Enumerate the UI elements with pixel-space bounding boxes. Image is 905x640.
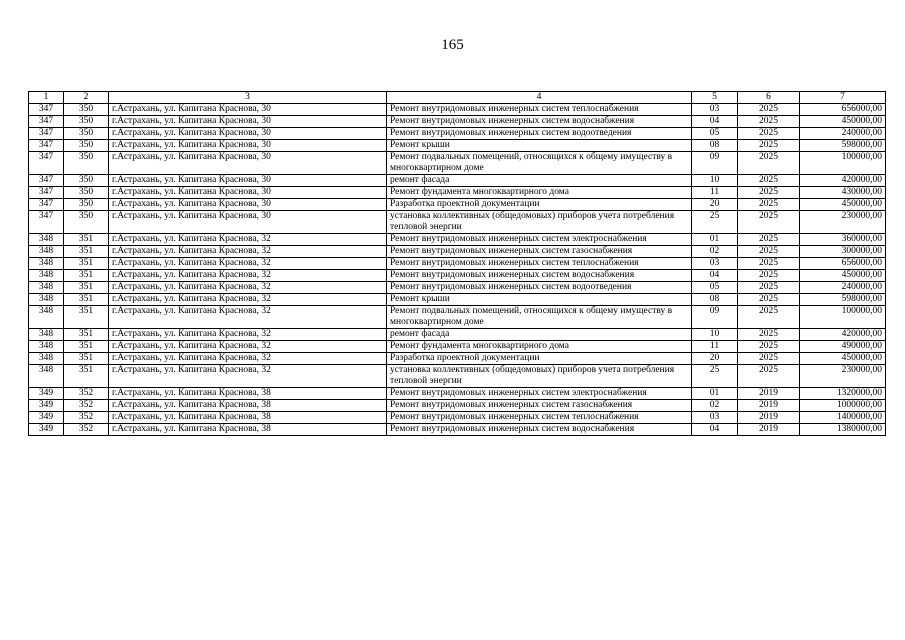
program-number-cell: 351 [64,341,109,353]
program-number-cell: 352 [64,412,109,424]
table-row [29,116,886,128]
repair-schedule-table [28,91,886,436]
column-header: 1 [29,92,64,104]
work-code-cell: 03 [692,104,738,116]
row-number-cell: 348 [29,234,64,246]
work-code-cell: 01 [692,234,738,246]
work-type-cell: Ремонт внутридомовых инженерных систем водоотведения [387,128,692,140]
year-cell: 2025 [738,258,800,270]
address-cell: г.Астрахань, ул. Капитана Краснова, 30 [109,211,387,234]
address-cell: г.Астрахань, ул. Капитана Краснова, 32 [109,258,387,270]
address-cell: г.Астрахань, ул. Капитана Краснова, 30 [109,128,387,140]
column-header: 4 [387,92,692,104]
work-type-cell: Разработка проектной документации [387,199,692,211]
table-row [29,140,886,152]
cost-cell: 1000000,00 [800,400,886,412]
program-number-cell: 351 [64,353,109,365]
program-number-cell: 351 [64,246,109,258]
work-type-cell: Ремонт внутридомовых инженерных систем водоснабжения [387,424,692,436]
work-code-cell: 03 [692,412,738,424]
year-cell: 2025 [738,116,800,128]
year-cell: 2025 [738,104,800,116]
address-cell: г.Астрахань, ул. Капитана Краснова, 30 [109,116,387,128]
program-number-cell: 351 [64,234,109,246]
address-cell: г.Астрахань, ул. Капитана Краснова, 38 [109,412,387,424]
work-code-cell: 10 [692,175,738,187]
row-number-cell: 348 [29,341,64,353]
table-row [29,341,886,353]
row-number-cell: 349 [29,424,64,436]
program-number-cell: 352 [64,388,109,400]
table-row [29,365,886,388]
program-number-cell: 351 [64,329,109,341]
row-number-cell: 348 [29,365,64,388]
work-type-cell: Ремонт крыши [387,294,692,306]
program-number-cell: 352 [64,424,109,436]
year-cell: 2025 [738,175,800,187]
work-type-cell: Ремонт внутридомовых инженерных систем электроснабжения [387,234,692,246]
year-cell: 2025 [738,294,800,306]
work-code-cell: 25 [692,211,738,234]
year-cell: 2025 [738,341,800,353]
work-type-cell: установка коллективных (общедомовых) приборов учета потребления тепловой энергии [387,365,692,388]
work-type-cell: Ремонт подвальных помещений, относящихся к общему имуществу в многоквартирном доме [387,306,692,329]
work-type-cell: Ремонт внутридомовых инженерных систем теплоснабжения [387,104,692,116]
row-number-cell: 348 [29,258,64,270]
program-number-cell: 350 [64,104,109,116]
year-cell: 2025 [738,187,800,199]
work-code-cell: 09 [692,306,738,329]
column-header: 5 [692,92,738,104]
row-number-cell: 348 [29,306,64,329]
page-number: 165 [441,37,464,53]
year-cell: 2019 [738,388,800,400]
table-row [29,306,886,329]
work-type-cell: Ремонт внутридомовых инженерных систем газоснабжения [387,246,692,258]
row-number-cell: 348 [29,353,64,365]
table-row [29,246,886,258]
year-cell: 2019 [738,424,800,436]
address-cell: г.Астрахань, ул. Капитана Краснова, 32 [109,234,387,246]
column-header: 3 [109,92,387,104]
address-cell: г.Астрахань, ул. Капитана Краснова, 38 [109,424,387,436]
address-cell: г.Астрахань, ул. Капитана Краснова, 38 [109,400,387,412]
address-cell: г.Астрахань, ул. Капитана Краснова, 30 [109,199,387,211]
work-type-cell: Ремонт внутридомовых инженерных систем водоснабжения [387,270,692,282]
program-number-cell: 350 [64,187,109,199]
table-row [29,234,886,246]
table-row [29,412,886,424]
program-number-cell: 351 [64,282,109,294]
row-number-cell: 349 [29,388,64,400]
row-number-cell: 347 [29,128,64,140]
address-cell: г.Астрахань, ул. Капитана Краснова, 30 [109,187,387,199]
row-number-cell: 347 [29,116,64,128]
work-code-cell: 08 [692,294,738,306]
cost-cell: 450000,00 [800,270,886,282]
table-row [29,388,886,400]
cost-cell: 1320000,00 [800,388,886,400]
work-code-cell: 01 [692,388,738,400]
cost-cell: 230000,00 [800,211,886,234]
year-cell: 2025 [738,353,800,365]
program-number-cell: 351 [64,365,109,388]
address-cell: г.Астрахань, ул. Капитана Краснова, 32 [109,365,387,388]
address-cell: г.Астрахань, ул. Капитана Краснова, 32 [109,341,387,353]
row-number-cell: 347 [29,211,64,234]
row-number-cell: 348 [29,294,64,306]
cost-cell: 100000,00 [800,306,886,329]
cost-cell: 598000,00 [800,140,886,152]
column-header: 7 [800,92,886,104]
work-code-cell: 08 [692,140,738,152]
work-type-cell: Ремонт внутридомовых инженерных систем электроснабжения [387,388,692,400]
work-code-cell: 20 [692,353,738,365]
work-code-cell: 11 [692,341,738,353]
program-number-cell: 350 [64,199,109,211]
table-row [29,211,886,234]
year-cell: 2019 [738,400,800,412]
cost-cell: 1380000,00 [800,424,886,436]
work-type-cell: Ремонт внутридомовых инженерных систем газоснабжения [387,400,692,412]
program-number-cell: 351 [64,258,109,270]
cost-cell: 430000,00 [800,187,886,199]
table-row [29,353,886,365]
year-cell: 2025 [738,211,800,234]
row-number-cell: 347 [29,199,64,211]
column-header: 2 [64,92,109,104]
address-cell: г.Астрахань, ул. Капитана Краснова, 38 [109,388,387,400]
address-cell: г.Астрахань, ул. Капитана Краснова, 32 [109,329,387,341]
year-cell: 2025 [738,329,800,341]
cost-cell: 1400000,00 [800,412,886,424]
table-body [29,104,886,436]
work-type-cell: ремонт фасада [387,175,692,187]
year-cell: 2025 [738,234,800,246]
cost-cell: 450000,00 [800,353,886,365]
cost-cell: 240000,00 [800,128,886,140]
year-cell: 2025 [738,306,800,329]
address-cell: г.Астрахань, ул. Капитана Краснова, 32 [109,246,387,258]
table-row [29,258,886,270]
work-code-cell: 25 [692,365,738,388]
table-row [29,424,886,436]
work-type-cell: Ремонт фундамента многоквартирного дома [387,187,692,199]
row-number-cell: 348 [29,329,64,341]
row-number-cell: 348 [29,270,64,282]
row-number-cell: 347 [29,140,64,152]
year-cell: 2025 [738,140,800,152]
program-number-cell: 351 [64,270,109,282]
work-code-cell: 09 [692,152,738,175]
row-number-cell: 348 [29,282,64,294]
year-cell: 2019 [738,412,800,424]
work-type-cell: Ремонт крыши [387,140,692,152]
year-cell: 2025 [738,270,800,282]
year-cell: 2025 [738,199,800,211]
row-number-cell: 347 [29,104,64,116]
address-cell: г.Астрахань, ул. Капитана Краснова, 32 [109,294,387,306]
table-row [29,175,886,187]
table-row [29,400,886,412]
cost-cell: 240000,00 [800,282,886,294]
table-row [29,104,886,116]
program-number-cell: 351 [64,294,109,306]
work-type-cell: Ремонт внутридомовых инженерных систем водоотведения [387,282,692,294]
table-row [29,282,886,294]
work-code-cell: 02 [692,400,738,412]
work-code-cell: 04 [692,116,738,128]
row-number-cell: 347 [29,175,64,187]
cost-cell: 230000,00 [800,365,886,388]
cost-cell: 656000,00 [800,104,886,116]
work-type-cell: Ремонт внутридомовых инженерных систем водоснабжения [387,116,692,128]
work-type-cell: установка коллективных (общедомовых) приборов учета потребления тепловой энергии [387,211,692,234]
row-number-cell: 347 [29,152,64,175]
cost-cell: 450000,00 [800,199,886,211]
work-type-cell: Разработка проектной документации [387,353,692,365]
address-cell: г.Астрахань, ул. Капитана Краснова, 32 [109,353,387,365]
work-type-cell: Ремонт внутридомовых инженерных систем теплоснабжения [387,412,692,424]
row-number-cell: 349 [29,400,64,412]
year-cell: 2025 [738,246,800,258]
row-number-cell: 349 [29,412,64,424]
program-number-cell: 350 [64,175,109,187]
cost-cell: 360000,00 [800,234,886,246]
header-row [29,92,886,104]
row-number-cell: 348 [29,246,64,258]
program-number-cell: 350 [64,128,109,140]
table-row [29,329,886,341]
cost-cell: 420000,00 [800,175,886,187]
cost-cell: 598000,00 [800,294,886,306]
work-type-cell: ремонт фасада [387,329,692,341]
program-number-cell: 350 [64,211,109,234]
program-number-cell: 352 [64,400,109,412]
work-code-cell: 10 [692,329,738,341]
work-code-cell: 04 [692,270,738,282]
address-cell: г.Астрахань, ул. Капитана Краснова, 30 [109,175,387,187]
year-cell: 2025 [738,128,800,140]
program-number-cell: 351 [64,306,109,329]
cost-cell: 300000,00 [800,246,886,258]
work-code-cell: 11 [692,187,738,199]
address-cell: г.Астрахань, ул. Капитана Краснова, 30 [109,104,387,116]
work-code-cell: 05 [692,128,738,140]
work-code-cell: 03 [692,258,738,270]
address-cell: г.Астрахань, ул. Капитана Краснова, 30 [109,152,387,175]
program-number-cell: 350 [64,140,109,152]
work-type-cell: Ремонт фундамента многоквартирного дома [387,341,692,353]
cost-cell: 420000,00 [800,329,886,341]
table-row [29,187,886,199]
table-row [29,128,886,140]
year-cell: 2025 [738,365,800,388]
work-code-cell: 05 [692,282,738,294]
cost-cell: 490000,00 [800,341,886,353]
table-row [29,199,886,211]
work-code-cell: 02 [692,246,738,258]
table-row [29,294,886,306]
table-row [29,152,886,175]
row-number-cell: 347 [29,187,64,199]
column-header: 6 [738,92,800,104]
program-number-cell: 350 [64,152,109,175]
work-type-cell: Ремонт внутридомовых инженерных систем теплоснабжения [387,258,692,270]
address-cell: г.Астрахань, ул. Капитана Краснова, 30 [109,140,387,152]
work-code-cell: 20 [692,199,738,211]
work-code-cell: 04 [692,424,738,436]
cost-cell: 656000,00 [800,258,886,270]
address-cell: г.Астрахань, ул. Капитана Краснова, 32 [109,270,387,282]
address-cell: г.Астрахань, ул. Капитана Краснова, 32 [109,282,387,294]
address-cell: г.Астрахань, ул. Капитана Краснова, 32 [109,306,387,329]
year-cell: 2025 [738,282,800,294]
work-type-cell: Ремонт подвальных помещений, относящихся к общему имуществу в многоквартирном доме [387,152,692,175]
table-row [29,270,886,282]
cost-cell: 100000,00 [800,152,886,175]
year-cell: 2025 [738,152,800,175]
program-number-cell: 350 [64,116,109,128]
cost-cell: 450000,00 [800,116,886,128]
